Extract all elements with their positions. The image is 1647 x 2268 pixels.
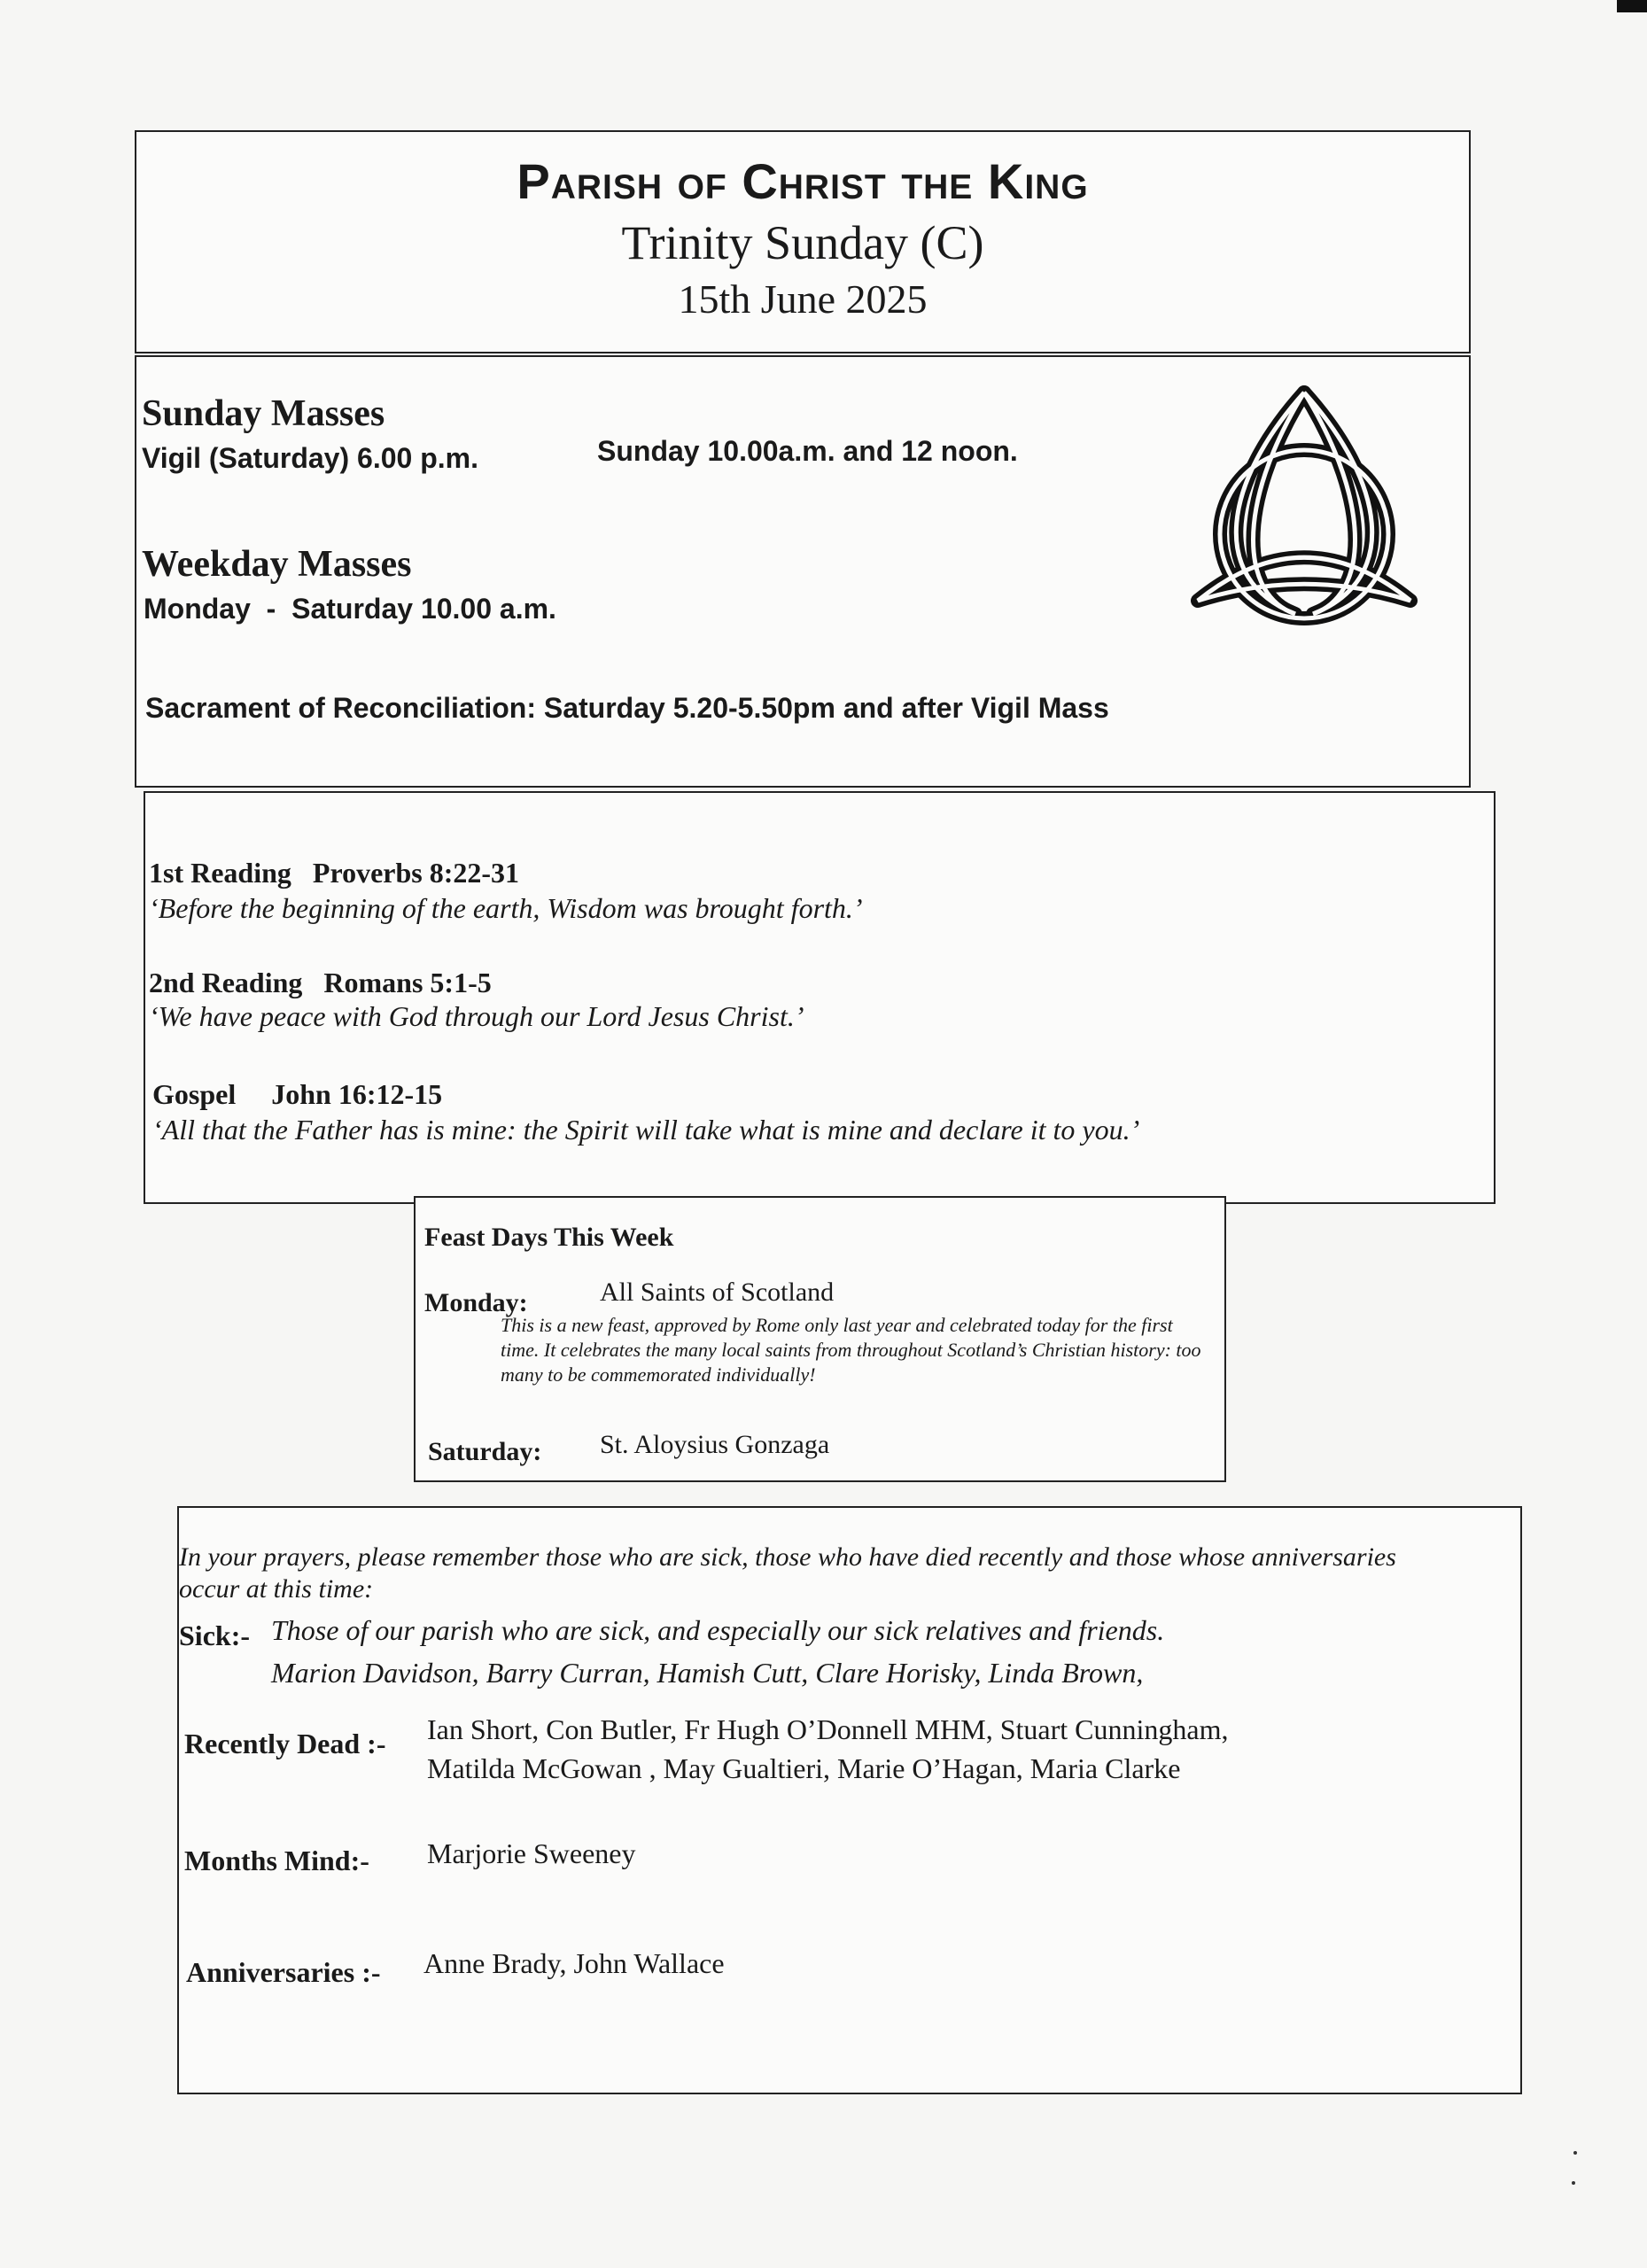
sick-names: Marion Davidson, Barry Curran, Hamish Cutt, Clare Horisky, Linda Brown, <box>271 1657 1144 1689</box>
readings-box <box>144 791 1496 1204</box>
feast-days-heading: Feast Days This Week <box>424 1223 674 1252</box>
prayer-intentions-box <box>177 1506 1522 2094</box>
recently-dead-line-1: Ian Short, Con Butler, Fr Hugh O’Donnell MHM, Stuart Cunningham, <box>427 1713 1229 1745</box>
feast-saint-monday: All Saints of Scotland <box>600 1278 835 1307</box>
sick-intro: Those of our parish who are sick, and especially our sick relatives and friends. <box>271 1614 1165 1646</box>
feast-saint-saturday: St. Aloysius Gonzaga <box>600 1430 830 1459</box>
reading-2-quote: ‘We have peace with God through our Lord Jesus Christ.’ <box>149 1000 804 1032</box>
anniversaries-label: Anniversaries :- <box>186 1956 381 1988</box>
header-box <box>135 130 1471 353</box>
gospel-label: Gospel John 16:12-15 <box>152 1078 443 1110</box>
scan-speck <box>1572 2181 1575 2185</box>
feast-note-monday: This is a new feast, approved by Rome only last year and celebrated today for the first time. It celebrates the many local saints from throughout Scotland’s Christian history: too many to be commemorated individually! <box>501 1314 1201 1386</box>
feast-day-monday: Monday: <box>424 1288 528 1317</box>
bulletin-date: 15th June 2025 <box>678 276 928 322</box>
sunday-mass-times: Sunday 10.00a.m. and 12 noon. <box>597 435 1018 467</box>
sunday-masses-heading: Sunday Masses <box>142 393 385 434</box>
feast-day-saturday: Saturday: <box>428 1437 542 1466</box>
months-mind-names: Marjorie Sweeney <box>427 1837 636 1869</box>
scan-edge-mark <box>1617 0 1647 12</box>
recently-dead-label: Recently Dead :- <box>184 1728 386 1759</box>
feast-days-box <box>414 1196 1226 1482</box>
scan-speck <box>1573 2151 1577 2155</box>
weekday-mass-times: Monday - Saturday 10.00 a.m. <box>144 593 556 625</box>
trinity-knot-icon <box>1171 375 1437 641</box>
vigil-mass-time: Vigil (Saturday) 6.00 p.m. <box>142 442 478 474</box>
feast-title: Trinity Sunday (C) <box>621 216 984 269</box>
gospel-quote: ‘All that the Father has is mine: the Spirit will take what is mine and declare it to you.’ <box>152 1114 1140 1146</box>
prayers-intro: In your prayers, please remember those who are sick, those who have died recently and those whose anniversaries occur at this time: <box>179 1542 1396 1604</box>
mass-times-box <box>135 355 1471 788</box>
parish-title: Parish of Christ the King <box>517 153 1089 209</box>
sick-label: Sick:- <box>179 1619 250 1651</box>
months-mind-label: Months Mind:- <box>184 1845 369 1876</box>
reading-1-quote: ‘Before the beginning of the earth, Wisdom was brought forth.’ <box>149 892 863 924</box>
anniversaries-names: Anne Brady, John Wallace <box>423 1947 725 1979</box>
reading-2-label: 2nd Reading Romans 5:1-5 <box>149 967 492 998</box>
recently-dead-line-2: Matilda McGowan , May Gualtieri, Marie O’Hagan, Maria Clarke <box>427 1752 1181 1784</box>
reconciliation-times: Sacrament of Reconciliation: Saturday 5.20-5.50pm and after Vigil Mass <box>145 692 1109 724</box>
reading-1-label: 1st Reading Proverbs 8:22-31 <box>149 857 520 889</box>
weekday-masses-heading: Weekday Masses <box>142 544 412 585</box>
